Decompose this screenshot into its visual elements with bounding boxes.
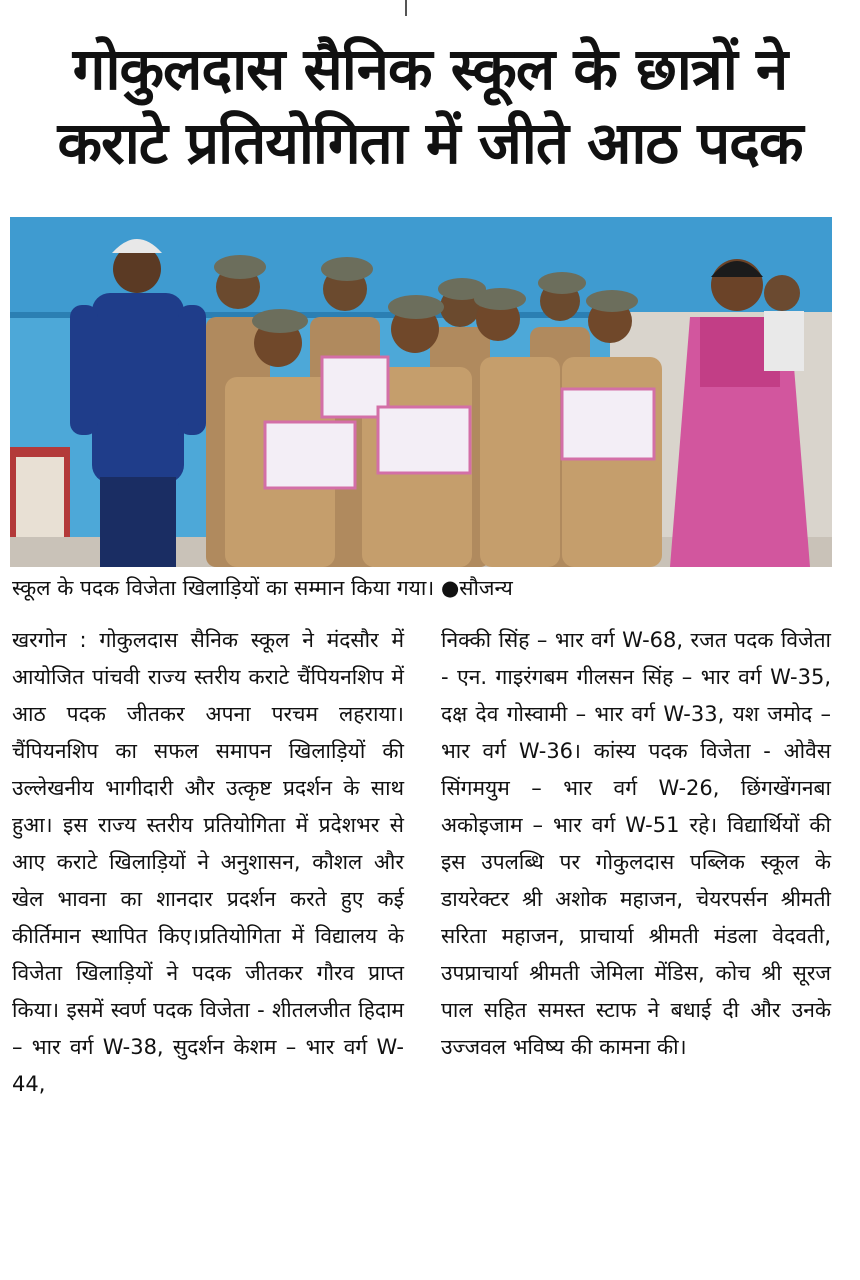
article-column-left (12, 622, 404, 1103)
headline-line-2: कराटे प्रतियोगिता में जीते आठ पदक (57, 109, 803, 177)
column-divider-mark (405, 0, 407, 16)
article-column-right (441, 622, 831, 1066)
news-photo (10, 217, 832, 567)
man-in-background (764, 275, 804, 371)
article-text-left: खरगोन : गोकुलदास सैनिक स्कूल ने मंदसौर में आयोजित पांचवी राज्य स्तरीय कराटे चैंपियनशिप में आठ पदक जीतकर अपना परचम लहराया। चैंपियनशिप का सफल समापन खिलाड़ियों की उल्लेखनीय भागीदारी और उत्कृष्ट प्रदर्शन के साथ हुआ। इस राज्य स्तरीय प्रतियोगिता में प्रदेशभर से आए कराटे खिलाड़ियों ने अनुशासन, कौशल और खेल भावना का शानदार प्रदर्शन करते हुए कई कीर्तिमान स्थापित किए।प्रतियोगिता में विद्यालय के विजेता खिलाड़ियों ने पदक जीतकर गौरव प्राप्त किया। इसमें स्वर्ण पदक विजेता - शीतलजीत हिदाम – भार वर्ग W-38, सुदर्शन केशम – भार वर्ग W-44, (12, 628, 404, 1096)
photo-caption (12, 573, 832, 603)
headline (0, 30, 860, 182)
caption-text: स्कूल के पदक विजेता खिलाड़ियों का सम्मान किया गया। (12, 576, 435, 600)
group-photo-illustration (10, 217, 832, 567)
headline-line-1: गोकुलदास सैनिक स्कूल के छात्रों ने (72, 35, 788, 103)
article-text-right: निक्की सिंह – भार वर्ग W-68, रजत पदक विजेता - एन. गाइरंगबम गीलसन सिंह – भार वर्ग W-35, दक्ष देव गोस्वामी – भार वर्ग W-33, यश जमोद – भार वर्ग W-36। कांस्य पदक विजेता - ओवैस सिंगमयुम – भार वर्ग W-26, छिंगखेंगनबा अकोइजाम – भार वर्ग W-51 रहे। विद्यार्थियों की इस उपलब्धि पर गोकुलदास पब्लिक स्कूल के डायरेक्टर श्री अशोक महाजन, चेयरपर्सन श्रीमती सरिता महाजन, प्राचार्या श्रीमती मंडला वेदवती, उपप्राचार्या श्रीमती जेमिला मेंडिस, कोच श्री सूरज पाल सहित समस्त स्टाफ ने बधाई दी और उनके उज्जवल भविष्य की कामना की। (441, 628, 831, 1059)
caption-credit: ●सौजन्य (440, 576, 513, 600)
